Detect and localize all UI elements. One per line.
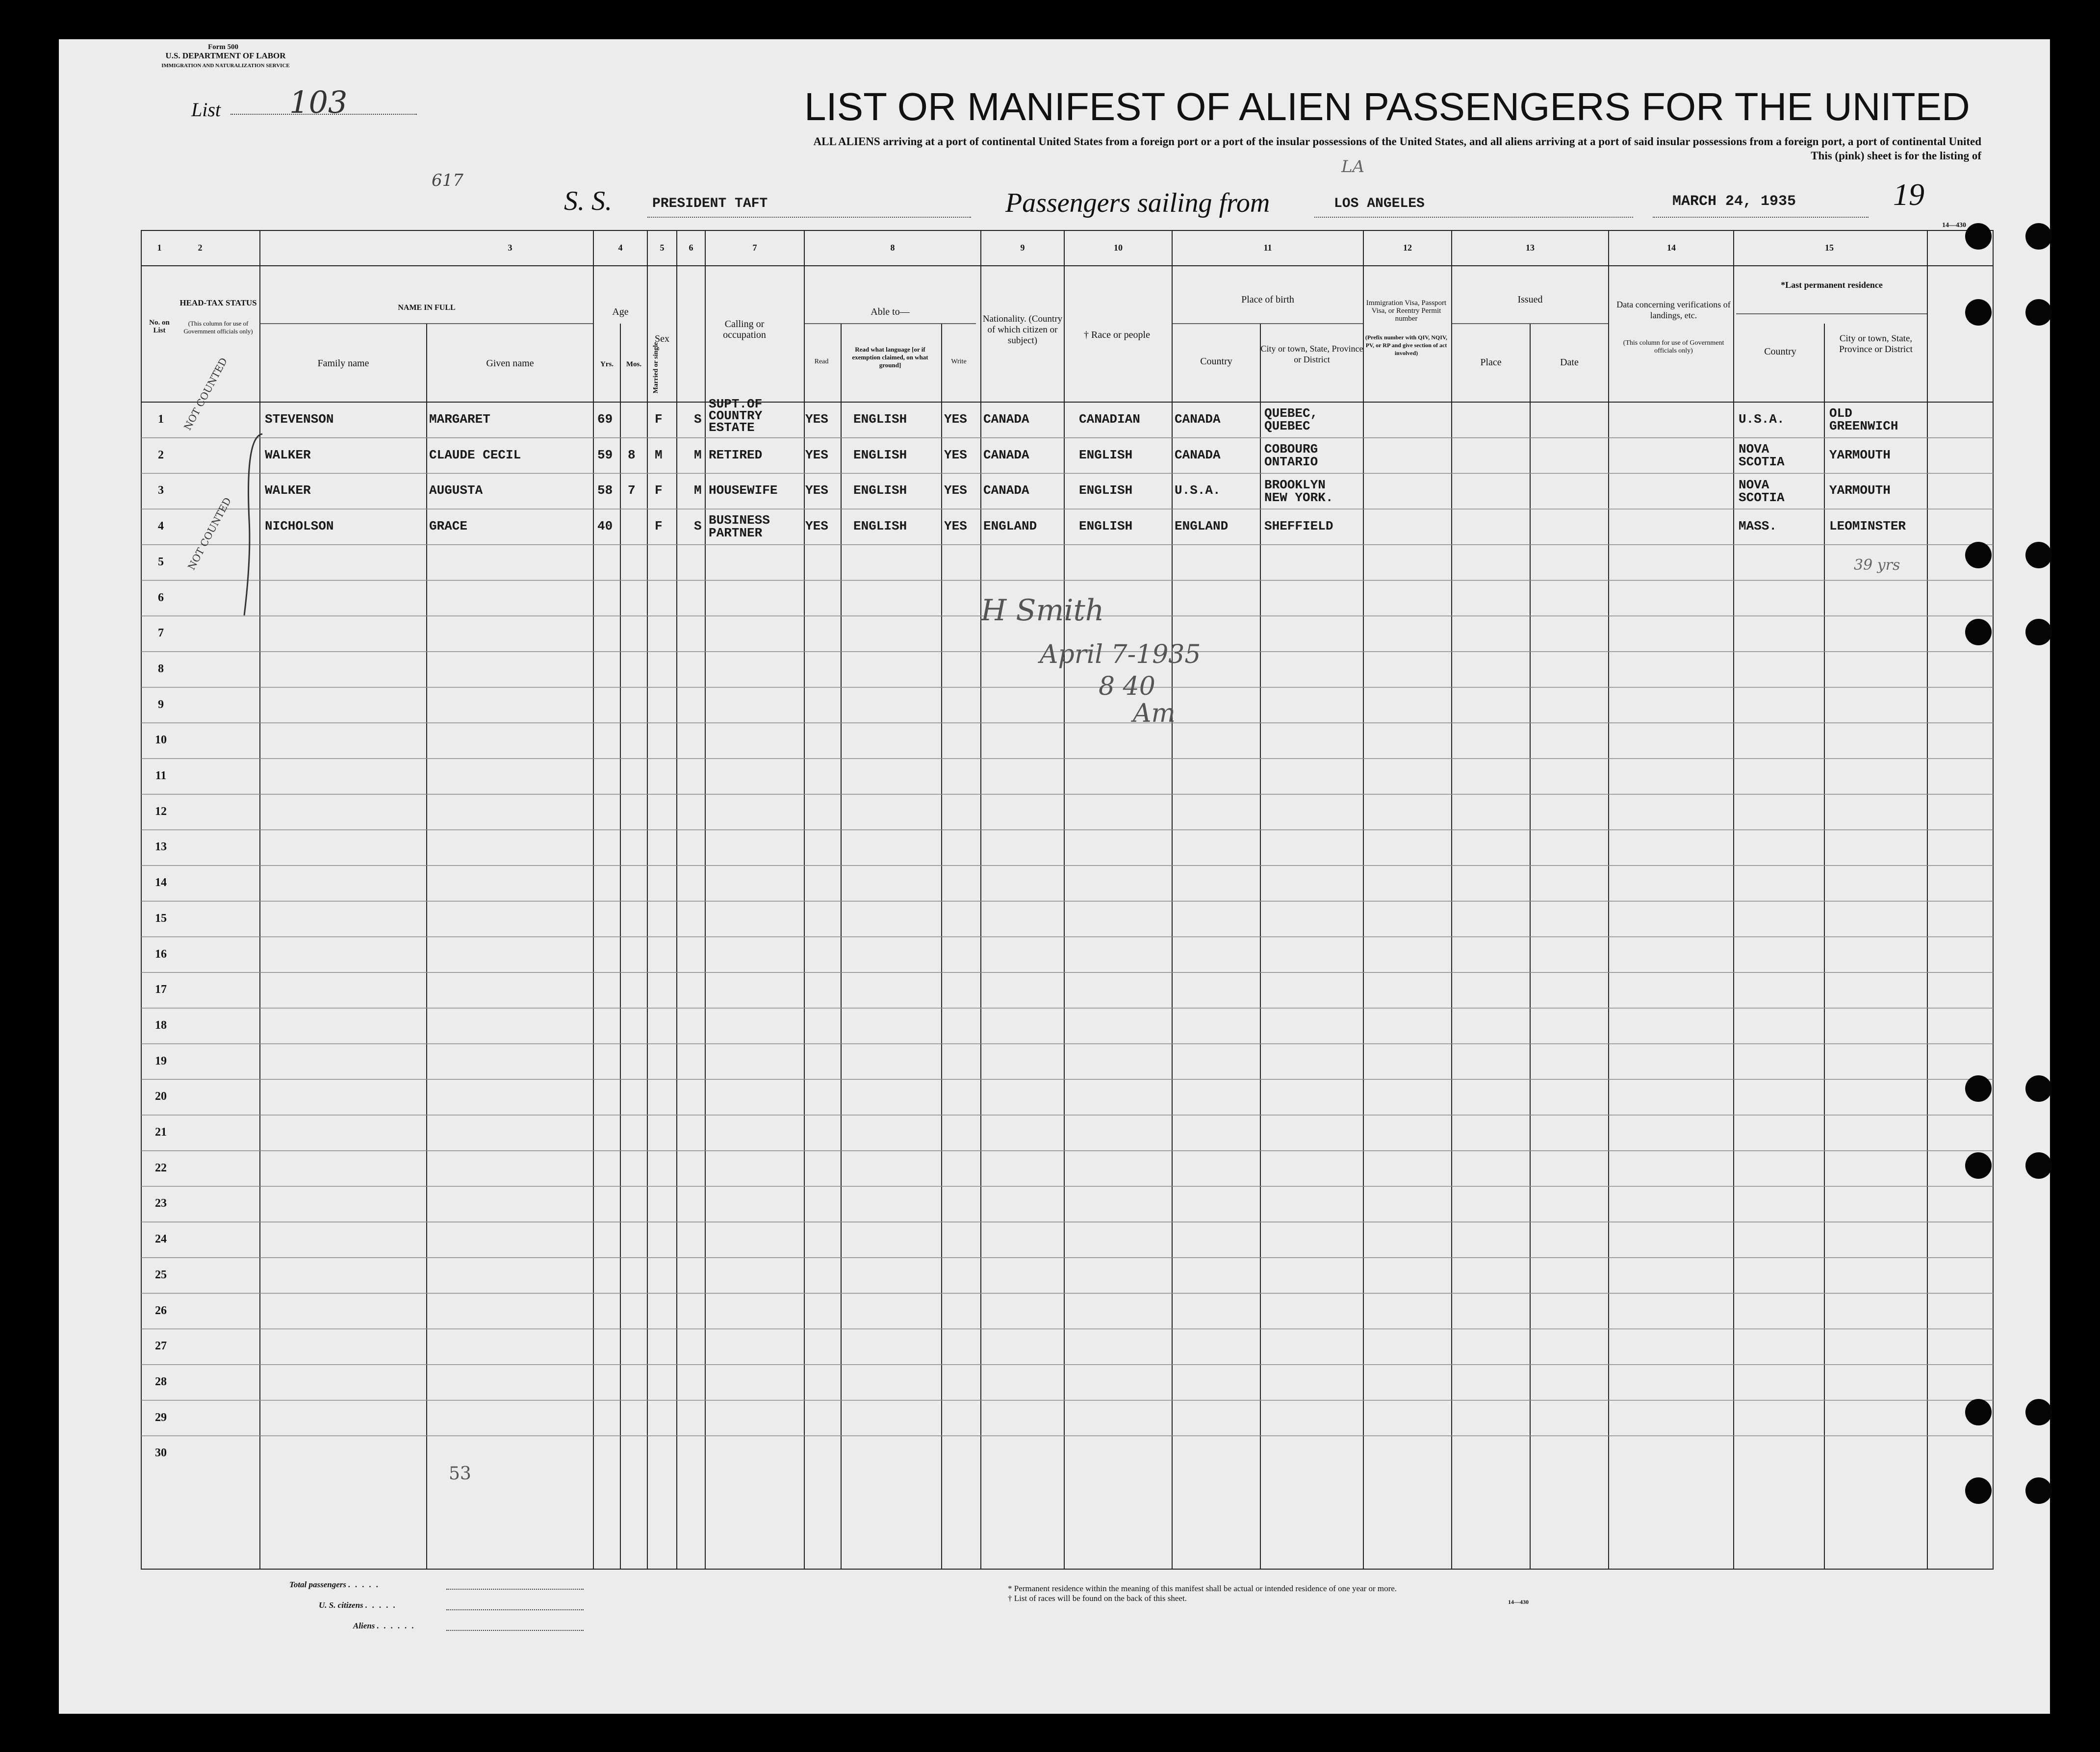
footer-note-residence: * Permanent residence within the meaning of this manifest shall be actual or intended residence of one year or more. — [1008, 1584, 1397, 1593]
bracket-mark — [240, 432, 270, 618]
row-number: 26 — [155, 1304, 167, 1317]
footer-citizens-blank — [446, 1609, 584, 1610]
list-number: 103 — [289, 84, 348, 120]
column-number: 1 — [157, 243, 162, 253]
row-number: 7 — [158, 627, 164, 640]
read-cell: YES — [805, 412, 828, 427]
header-family-name: Family name — [317, 358, 369, 369]
row-number: 9 — [158, 698, 164, 711]
la-mark: LA — [1341, 157, 1365, 177]
family-name-cell: WALKER — [265, 447, 311, 462]
ss-label: S. S. — [564, 186, 612, 216]
column-number: 2 — [198, 243, 203, 253]
row-number: 1 — [158, 413, 164, 426]
header-write: Write — [951, 358, 967, 365]
row-number: 27 — [155, 1340, 167, 1353]
occupation-cell: BUSINESS PARTNER — [709, 513, 770, 541]
subtitle-line2: This (pink) sheet is for the listing of — [1811, 150, 1981, 162]
signature-am: Am — [1133, 699, 1176, 728]
column-number: 8 — [890, 243, 895, 253]
header-issued: Issued — [1517, 294, 1543, 305]
column-number: 11 — [1263, 243, 1272, 253]
not-counted-stamp-2: NOT COUNTED — [185, 495, 234, 572]
sailing-date: MARCH 24, 1935 — [1672, 193, 1796, 210]
birth-country-cell: CANADA — [1175, 412, 1221, 427]
form-number: Form 500 — [207, 43, 239, 51]
read-language-cell: ENGLISH — [853, 519, 907, 534]
sex-cell: M — [655, 447, 663, 462]
header-calling: Calling or occupation — [723, 319, 766, 340]
nationality-cell: ENGLAND — [983, 519, 1037, 534]
residence-city-cell: OLD GREENWICH — [1829, 406, 1898, 434]
print-code: 14—430 — [1942, 222, 1966, 229]
given-name-cell: GRACE — [429, 519, 468, 534]
age-months-cell: 7 — [628, 483, 636, 498]
sex-cell: F — [655, 519, 663, 534]
year-label: 19 — [1893, 177, 1924, 212]
row-number: 3 — [158, 484, 164, 497]
service-name: IMMIGRATION AND NATURALIZATION SERVICE — [161, 63, 290, 69]
footer-total-label: Total passengers ..... — [289, 1580, 384, 1589]
footer-aliens-label: Aliens ...... — [353, 1621, 419, 1630]
write-cell: YES — [944, 447, 967, 462]
row-number: 2 — [158, 448, 164, 461]
header-able-to: Able to— — [871, 306, 910, 317]
header-nationality: Nationality. (Country of which citizen or subject) — [982, 314, 1063, 346]
header-res-city: City or town, State, Province or District — [1839, 333, 1913, 355]
read-cell: YES — [805, 519, 828, 534]
marital-status-cell: S — [694, 519, 702, 534]
birth-city-cell: COBOURG ONTARIO — [1264, 442, 1318, 470]
binder-hole — [2025, 1399, 2052, 1425]
signature-time: 8 40 — [1099, 672, 1155, 701]
row-number: 30 — [155, 1447, 167, 1460]
margin-mark: 617 — [432, 171, 463, 190]
binder-hole — [1965, 1477, 1992, 1504]
binder-hole — [2025, 619, 2052, 645]
age-months-cell: 8 — [628, 447, 636, 462]
residence-city-cell: LEOMINSTER — [1829, 519, 1906, 534]
row-number: 19 — [155, 1054, 167, 1067]
nationality-cell: CANADA — [983, 447, 1029, 462]
binder-hole — [1965, 542, 1992, 568]
column-number: 6 — [689, 243, 693, 253]
header-head-tax: HEAD-TAX STATUS — [179, 298, 257, 307]
row-number: 23 — [155, 1197, 167, 1210]
signature: H Smith — [981, 593, 1104, 628]
binder-hole — [1965, 223, 1992, 250]
row-number: 20 — [155, 1090, 167, 1103]
header-data-concerning: Data concerning verifications of landings, etc. — [1616, 300, 1731, 320]
footer-note-races: † List of races will be found on the back of this sheet. — [1008, 1594, 1187, 1603]
header-issued-date: Date — [1560, 357, 1579, 368]
row-number: 18 — [155, 1018, 167, 1032]
row-number: 13 — [155, 840, 167, 854]
birth-city-cell: SHEFFIELD — [1264, 519, 1333, 534]
row-number: 11 — [155, 769, 167, 782]
residence-country-cell: U.S.A. — [1739, 412, 1785, 427]
marital-status-cell: S — [694, 412, 702, 427]
list-label: List — [191, 99, 221, 121]
read-language-cell: ENGLISH — [853, 483, 907, 498]
row-number: 24 — [155, 1233, 167, 1246]
row-number: 25 — [155, 1268, 167, 1281]
header-given-name: Given name — [486, 358, 534, 369]
binder-hole — [1965, 299, 1992, 326]
marital-status-cell: M — [694, 483, 702, 498]
occupation-cell: SUPT.OF COUNTRY ESTATE — [709, 397, 763, 435]
column-number: 5 — [660, 243, 665, 253]
residence-city-cell: YARMOUTH — [1829, 483, 1891, 498]
row-number: 10 — [155, 734, 167, 747]
column-number: 3 — [508, 243, 512, 253]
read-cell: YES — [805, 483, 828, 498]
birth-country-cell: CANADA — [1175, 447, 1221, 462]
header-married: Married or single — [652, 342, 660, 394]
header-data-note: (This column for use of Government officials only) — [1623, 339, 1724, 355]
header-read: Read — [814, 358, 829, 365]
race-cell: CANADIAN — [1079, 412, 1140, 427]
race-cell: ENGLISH — [1079, 447, 1133, 462]
read-language-cell: ENGLISH — [853, 447, 907, 462]
column-number: 15 — [1825, 243, 1834, 253]
header-res-country: Country — [1764, 346, 1796, 357]
sex-cell: F — [655, 412, 663, 427]
port-name: LOS ANGELES — [1334, 196, 1425, 211]
write-cell: YES — [944, 519, 967, 534]
column-number: 14 — [1667, 243, 1676, 253]
ship-name: PRESIDENT TAFT — [652, 196, 768, 211]
subtitle-line1: ALL ALIENS arriving at a port of continental United States from a foreign port or a port of the insular possessions of the United States, and all aliens arriving at a port of said insular possessions from a foreign port, a port of continental United — [813, 135, 1981, 148]
header-visa-note: (Prefix number with QIV, NQIV, PV, or RP and give section of act involved) — [1365, 334, 1448, 356]
signature-date: April 7-1935 — [1040, 640, 1201, 669]
manifest-sheet — [59, 39, 2050, 1714]
header-race: † Race or people — [1084, 330, 1150, 340]
header-read-language: Read what language [or if exemption claimed, on what ground] — [852, 346, 928, 369]
residence-note: 39 yrs — [1854, 557, 1900, 574]
family-name-cell: NICHOLSON — [265, 519, 334, 534]
given-name-cell: AUGUSTA — [429, 483, 483, 498]
residence-country-cell: NOVA SCOTIA — [1739, 477, 1785, 505]
header-issued-place: Place — [1480, 357, 1502, 368]
footer-total-blank — [446, 1589, 584, 1590]
race-cell: ENGLISH — [1079, 483, 1133, 498]
birth-city-cell: BROOKLYN NEW YORK. — [1264, 477, 1333, 505]
row-number: 4 — [158, 520, 164, 533]
binder-hole — [2025, 542, 2052, 568]
header-visa: Immigration Visa, Passport Visa, or Reentry Permit number — [1366, 299, 1447, 323]
row-number: 6 — [158, 591, 164, 604]
binder-hole — [1965, 1399, 1992, 1425]
header-last-residence: *Last permanent residence — [1781, 280, 1883, 290]
age-years-cell: 40 — [597, 519, 613, 534]
not-counted-stamp-1: NOT COUNTED — [181, 355, 230, 432]
column-number: 7 — [752, 243, 757, 253]
binder-hole — [2025, 299, 2052, 326]
age-years-cell: 58 — [597, 483, 613, 498]
marital-status-cell: M — [694, 447, 702, 462]
header-name-in-full: NAME IN FULL — [398, 304, 456, 312]
binder-hole — [2025, 1477, 2052, 1504]
row-number: 16 — [155, 947, 167, 961]
row-number: 17 — [155, 983, 167, 996]
row-number: 8 — [158, 662, 164, 675]
age-years-cell: 69 — [597, 412, 613, 427]
binder-hole — [2025, 1075, 2052, 1102]
write-cell: YES — [944, 412, 967, 427]
binder-hole — [2025, 223, 2052, 250]
column-number: 10 — [1114, 243, 1123, 253]
family-name-cell: WALKER — [265, 483, 311, 498]
row-number: 22 — [155, 1161, 167, 1174]
header-birth-city: City or town, State, Province or District — [1260, 344, 1363, 364]
header-place-of-birth: Place of birth — [1241, 294, 1294, 305]
row-number: 28 — [155, 1375, 167, 1388]
occupation-cell: RETIRED — [709, 447, 763, 462]
age-years-cell: 59 — [597, 447, 613, 462]
read-cell: YES — [805, 447, 828, 462]
given-name-cell: CLAUDE CECIL — [429, 447, 521, 462]
nationality-cell: CANADA — [983, 412, 1029, 427]
race-cell: ENGLISH — [1079, 519, 1133, 534]
column-number: 13 — [1526, 243, 1535, 253]
header-yrs: Yrs. — [600, 360, 614, 368]
row-number: 5 — [158, 555, 164, 568]
header-no-on-list: No. on List — [149, 319, 170, 334]
residence-city-cell: YARMOUTH — [1829, 447, 1891, 462]
manifest-title: LIST OR MANIFEST OF ALIEN PASSENGERS FOR THE UNITED — [804, 85, 1970, 128]
stamp-number: 53 — [449, 1464, 471, 1484]
column-number: 4 — [618, 243, 623, 253]
row-number: 12 — [155, 805, 167, 818]
header-sex: Sex — [655, 333, 669, 344]
write-cell: YES — [944, 483, 967, 498]
read-language-cell: ENGLISH — [853, 412, 907, 427]
given-name-cell: MARGARET — [429, 412, 490, 427]
residence-country-cell: NOVA SCOTIA — [1739, 442, 1785, 470]
birth-city-cell: QUEBEC, QUEBEC — [1264, 406, 1318, 434]
row-number: 15 — [155, 912, 167, 925]
table-grid — [59, 39, 2050, 1714]
sex-cell: F — [655, 483, 663, 498]
binder-hole — [1965, 619, 1992, 645]
footer-citizens-label: U. S. citizens ..... — [319, 1600, 401, 1610]
row-number: 29 — [155, 1411, 167, 1424]
header-head-tax-note: (This column for use of Government officials only) — [183, 320, 253, 335]
row-number: 14 — [155, 876, 167, 889]
nationality-cell: CANADA — [983, 483, 1029, 498]
birth-country-cell: U.S.A. — [1175, 483, 1221, 498]
footer-code: 14—430 — [1508, 1599, 1529, 1605]
department-name: U.S. DEPARTMENT OF LABOR — [165, 51, 286, 60]
birth-country-cell: ENGLAND — [1175, 519, 1229, 534]
residence-country-cell: MASS. — [1739, 519, 1777, 534]
header-mos: Mos. — [626, 360, 642, 368]
binder-hole — [1965, 1075, 1992, 1102]
header-age: Age — [612, 306, 629, 317]
column-number: 9 — [1020, 243, 1025, 253]
occupation-cell: HOUSEWIFE — [709, 483, 778, 498]
binder-hole — [1965, 1152, 1992, 1179]
binder-hole — [2025, 1152, 2052, 1179]
column-number: 12 — [1403, 243, 1412, 253]
sailing-label: Passengers sailing from — [1005, 188, 1270, 218]
header-birth-country: Country — [1200, 356, 1232, 367]
footer-aliens-blank — [446, 1630, 584, 1631]
family-name-cell: STEVENSON — [265, 412, 334, 427]
row-number: 21 — [155, 1126, 167, 1139]
